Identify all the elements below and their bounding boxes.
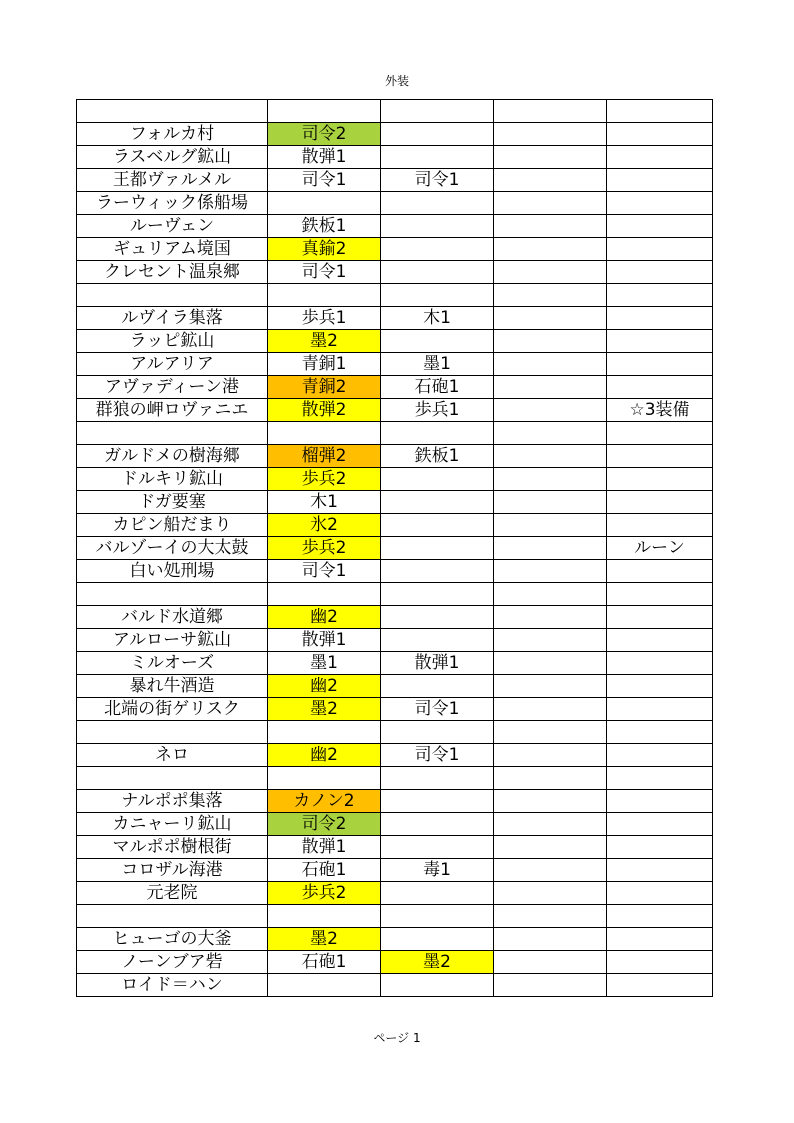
table-cell: カピン船だまり — [77, 514, 268, 537]
table-cell: 鉄板1 — [268, 215, 381, 238]
table-cell: 墨2 — [268, 330, 381, 353]
table-cell: 幽2 — [268, 675, 381, 698]
table-cell — [77, 905, 268, 928]
table-row — [77, 353, 713, 376]
table-cell — [607, 905, 713, 928]
table-cell: 歩兵2 — [268, 468, 381, 491]
table-row — [77, 445, 713, 468]
table-cell — [381, 813, 494, 836]
table-cell: 歩兵2 — [268, 537, 381, 560]
table-cell: 歩兵1 — [381, 399, 494, 422]
table-cell: クレセント温泉郷 — [77, 261, 268, 284]
table-cell: ロイド＝ハン — [77, 974, 268, 997]
table-cell — [268, 100, 381, 123]
table-cell: ギュリアム境国 — [77, 238, 268, 261]
table-cell — [494, 905, 607, 928]
table-cell: マルポポ樹根街 — [77, 836, 268, 859]
table-cell: ラッピ鉱山 — [77, 330, 268, 353]
table-cell — [607, 376, 713, 399]
table-row — [77, 629, 713, 652]
table-cell — [381, 928, 494, 951]
table-cell — [607, 813, 713, 836]
table-cell: 石砲1 — [268, 859, 381, 882]
table-cell: 元老院 — [77, 882, 268, 905]
table-row — [77, 261, 713, 284]
table-cell — [607, 100, 713, 123]
table-cell — [607, 974, 713, 997]
table-cell — [381, 514, 494, 537]
table-cell — [381, 629, 494, 652]
table-row — [77, 376, 713, 399]
table-cell — [77, 422, 268, 445]
table-cell — [494, 721, 607, 744]
table-cell — [494, 560, 607, 583]
table-row — [77, 238, 713, 261]
page-header: 外装 — [384, 74, 409, 88]
table-cell — [607, 491, 713, 514]
table-cell: ドガ要塞 — [77, 491, 268, 514]
table-cell: 歩兵2 — [268, 882, 381, 905]
table-cell: 散弾1 — [268, 836, 381, 859]
table-cell: 青銅2 — [268, 376, 381, 399]
table-cell — [607, 422, 713, 445]
table-cell — [381, 238, 494, 261]
table-cell: 司令1 — [381, 744, 494, 767]
table-cell: 散弾1 — [268, 629, 381, 652]
table-row — [77, 698, 713, 721]
table-cell — [607, 928, 713, 951]
table-row — [77, 652, 713, 675]
table-row — [77, 721, 713, 744]
table-cell — [381, 468, 494, 491]
table-cell — [607, 353, 713, 376]
table-cell — [494, 537, 607, 560]
table-cell: ルーヴェン — [77, 215, 268, 238]
table-cell — [381, 215, 494, 238]
table-row — [77, 790, 713, 813]
table-cell: 幽2 — [268, 744, 381, 767]
table-cell — [607, 744, 713, 767]
table-cell: 幽2 — [268, 606, 381, 629]
table-cell: アヴァディーン港 — [77, 376, 268, 399]
table-cell — [607, 836, 713, 859]
table-cell — [77, 767, 268, 790]
table-cell — [607, 698, 713, 721]
table-cell — [381, 882, 494, 905]
table-cell — [381, 583, 494, 606]
table-cell: バルゾーイの大太鼓 — [77, 537, 268, 560]
table-cell: バルド水道郷 — [77, 606, 268, 629]
table-cell — [494, 790, 607, 813]
table-cell — [381, 974, 494, 997]
table-cell — [607, 307, 713, 330]
table-cell — [494, 652, 607, 675]
table-cell: ノーンブア砦 — [77, 951, 268, 974]
table-row — [77, 491, 713, 514]
table-cell — [381, 606, 494, 629]
table-cell — [607, 675, 713, 698]
table-cell — [381, 790, 494, 813]
table-cell — [494, 928, 607, 951]
table-cell: 司令1 — [268, 169, 381, 192]
table-cell: 北端の街ゲリスク — [77, 698, 268, 721]
table-cell — [77, 284, 268, 307]
table-cell: 真鍮2 — [268, 238, 381, 261]
table-cell — [381, 836, 494, 859]
table-cell — [494, 583, 607, 606]
table-cell — [607, 146, 713, 169]
table-cell — [381, 767, 494, 790]
table-cell: 墨2 — [268, 928, 381, 951]
table-cell — [607, 215, 713, 238]
table-cell — [494, 813, 607, 836]
table-cell — [268, 192, 381, 215]
table-cell — [607, 192, 713, 215]
table-row — [77, 284, 713, 307]
table-cell: フォルカ村 — [77, 123, 268, 146]
table-row — [77, 606, 713, 629]
table-row — [77, 744, 713, 767]
table-cell — [381, 721, 494, 744]
table-cell — [607, 514, 713, 537]
table-row — [77, 537, 713, 560]
table-cell — [494, 146, 607, 169]
table-row — [77, 859, 713, 882]
table-cell — [607, 284, 713, 307]
table-cell: カノン2 — [268, 790, 381, 813]
spreadsheet-body — [77, 100, 713, 997]
table-cell — [268, 284, 381, 307]
table-cell: ラスベルグ鉱山 — [77, 146, 268, 169]
table-cell — [494, 376, 607, 399]
table-cell — [381, 491, 494, 514]
table-cell — [494, 859, 607, 882]
table-row — [77, 928, 713, 951]
table-cell: アルアリア — [77, 353, 268, 376]
table-cell: 石砲1 — [381, 376, 494, 399]
table-row — [77, 330, 713, 353]
table-cell — [268, 974, 381, 997]
table-cell — [494, 974, 607, 997]
table-cell — [494, 629, 607, 652]
table-cell — [607, 859, 713, 882]
table-cell — [607, 468, 713, 491]
table-cell — [494, 514, 607, 537]
table-cell: 毒1 — [381, 859, 494, 882]
table-cell — [268, 721, 381, 744]
table-row — [77, 399, 713, 422]
table-cell: 木1 — [381, 307, 494, 330]
table-cell — [268, 422, 381, 445]
table-cell — [494, 698, 607, 721]
table-cell: ドルキリ鉱山 — [77, 468, 268, 491]
table-row — [77, 882, 713, 905]
table-cell: 司令2 — [268, 813, 381, 836]
table-cell — [494, 169, 607, 192]
table-cell: 墨2 — [268, 698, 381, 721]
table-cell: 木1 — [268, 491, 381, 514]
table-cell — [77, 721, 268, 744]
table-cell — [494, 192, 607, 215]
table-cell — [607, 652, 713, 675]
table-cell — [494, 468, 607, 491]
table-cell — [607, 261, 713, 284]
table-cell: 司令1 — [268, 560, 381, 583]
table-cell — [494, 100, 607, 123]
table-row — [77, 836, 713, 859]
table-row — [77, 951, 713, 974]
table-cell — [494, 951, 607, 974]
table-row — [77, 146, 713, 169]
table-cell — [381, 537, 494, 560]
table-cell: 青銅1 — [268, 353, 381, 376]
table-cell: 散弾2 — [268, 399, 381, 422]
table-row — [77, 307, 713, 330]
table-cell — [77, 583, 268, 606]
table-cell — [494, 767, 607, 790]
table-cell — [494, 606, 607, 629]
table-cell — [607, 767, 713, 790]
table-cell: 墨2 — [381, 951, 494, 974]
table-cell — [381, 261, 494, 284]
table-row — [77, 169, 713, 192]
table-row — [77, 215, 713, 238]
table-row — [77, 123, 713, 146]
table-cell — [607, 123, 713, 146]
table-cell: 榴弾2 — [268, 445, 381, 468]
table-cell — [381, 284, 494, 307]
table-cell — [494, 399, 607, 422]
table-cell — [494, 307, 607, 330]
table-cell: 王都ヴァルメル — [77, 169, 268, 192]
table-cell: ☆3装備 — [607, 399, 713, 422]
table-cell: 白い処刑場 — [77, 560, 268, 583]
table-cell: 氷2 — [268, 514, 381, 537]
table-row — [77, 192, 713, 215]
table-cell — [494, 353, 607, 376]
table-cell — [607, 721, 713, 744]
table-cell — [607, 606, 713, 629]
table-row — [77, 813, 713, 836]
table-cell: 司令2 — [268, 123, 381, 146]
table-cell — [607, 951, 713, 974]
table-cell — [607, 238, 713, 261]
table-cell: 司令1 — [268, 261, 381, 284]
table-cell — [494, 422, 607, 445]
table-cell: 散弾1 — [381, 652, 494, 675]
table-cell: ヒューゴの大釜 — [77, 928, 268, 951]
table-cell — [381, 675, 494, 698]
table-cell — [607, 583, 713, 606]
table-cell — [494, 744, 607, 767]
table-cell: ミルオーズ — [77, 652, 268, 675]
table-cell — [494, 836, 607, 859]
table-cell: 散弾1 — [268, 146, 381, 169]
table-cell: 司令1 — [381, 169, 494, 192]
table-cell: ナルポポ集落 — [77, 790, 268, 813]
table-cell — [268, 583, 381, 606]
table-cell — [607, 560, 713, 583]
table-row — [77, 100, 713, 123]
spreadsheet-table — [76, 99, 713, 997]
table-cell: 石砲1 — [268, 951, 381, 974]
table-row — [77, 422, 713, 445]
table-cell: コロザル海港 — [77, 859, 268, 882]
table-cell — [494, 491, 607, 514]
table-cell — [607, 790, 713, 813]
table-cell — [494, 215, 607, 238]
table-cell: 墨1 — [381, 353, 494, 376]
table-row — [77, 514, 713, 537]
table-cell — [494, 330, 607, 353]
table-cell: 墨1 — [268, 652, 381, 675]
table-cell — [381, 146, 494, 169]
table-cell — [381, 560, 494, 583]
table-row — [77, 583, 713, 606]
table-row — [77, 468, 713, 491]
table-cell: ネロ — [77, 744, 268, 767]
table-row — [77, 560, 713, 583]
table-cell: ガルドメの樹海郷 — [77, 445, 268, 468]
table-cell: カニャーリ鉱山 — [77, 813, 268, 836]
table-cell — [494, 238, 607, 261]
table-cell — [494, 284, 607, 307]
table-row — [77, 675, 713, 698]
table-cell: 暴れ牛酒造 — [77, 675, 268, 698]
table-cell — [494, 123, 607, 146]
table-cell — [494, 882, 607, 905]
page-footer: ページ 1 — [373, 1031, 421, 1045]
table-cell — [607, 882, 713, 905]
table-cell — [381, 330, 494, 353]
table-cell: ルヴイラ集落 — [77, 307, 268, 330]
table-cell — [268, 905, 381, 928]
table-cell — [381, 192, 494, 215]
table-row — [77, 767, 713, 790]
table-row — [77, 905, 713, 928]
table-cell — [381, 905, 494, 928]
table-cell: 歩兵1 — [268, 307, 381, 330]
table-cell — [268, 767, 381, 790]
table-cell — [494, 675, 607, 698]
table-row — [77, 974, 713, 997]
table-cell: 司令1 — [381, 698, 494, 721]
table-cell: 鉄板1 — [381, 445, 494, 468]
table-cell: アルローサ鉱山 — [77, 629, 268, 652]
table-cell — [607, 445, 713, 468]
table-cell: ルーン — [607, 537, 713, 560]
table-cell: ラーウィック係船場 — [77, 192, 268, 215]
table-cell — [494, 261, 607, 284]
table-cell — [607, 629, 713, 652]
table-cell — [607, 330, 713, 353]
table-cell — [381, 123, 494, 146]
table-cell — [381, 422, 494, 445]
table-cell — [494, 445, 607, 468]
table-cell — [607, 169, 713, 192]
table-cell — [381, 100, 494, 123]
table-cell — [77, 100, 268, 123]
table-cell: 群狼の岬ロヴァニエ — [77, 399, 268, 422]
